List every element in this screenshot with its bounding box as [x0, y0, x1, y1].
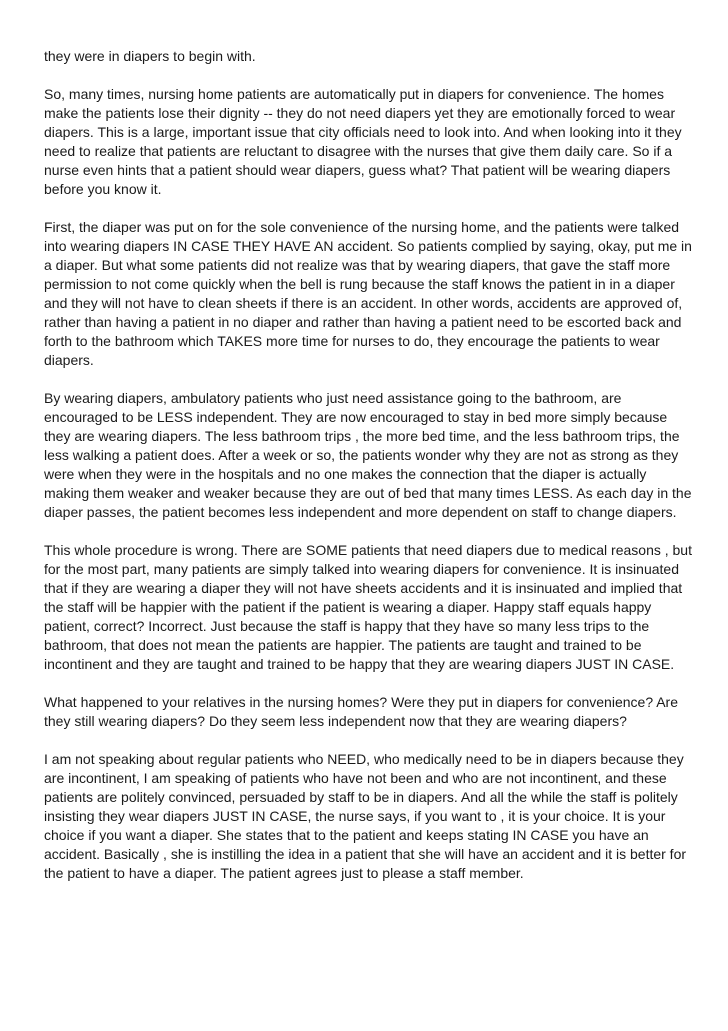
paragraph-6: What happened to your relatives in the nursing homes? Were they put in diapers for convenience? Are they still wearing diapers? Do they seem less independent now that they are wearing diapers?	[44, 694, 679, 729]
paragraph-3: First, the diaper was put on for the sole convenience of the nursing home, and the patients were talked into wearing diapers IN CASE THEY HAVE AN accident. So patients complied by saying, okay, put me in a diaper. But what some patients did not realize was that by wearing diapers, that gave the staff more permission to not come quickly when the bell is rung because the staff knows the patient in in a diaper and they will not have to clean sheets if there is an accident. In other words, accidents are approved of, rather than having a patient in no diaper and rather than having a patient need to be escorted back and forth to the bathroom which TAKES more time for nurses to do, they encourage the patients to wear diapers.	[44, 219, 692, 368]
paragraph-4: By wearing diapers, ambulatory patients who just need assistance going to the bathroom, are encouraged to be LESS independent. They are now encouraged to stay in bed more simply because they are wearing diapers. The less bathroom trips , the more bed time, and the less bathroom trips, the less walking a patient does. After a week or so, the patients wonder why they are not as strong as they were when they were in the hospitals and no one makes the connection that the diaper is actually making them weaker and weaker because they are out of bed that many times LESS. As each day in the diaper passes, the patient becomes less independent and more dependent on staff to change diapers.	[44, 390, 692, 520]
document-page	[44, 47, 694, 883]
paragraph-7: I am not speaking about regular patients who NEED, who medically need to be in diapers because they are incontinent, I am speaking of patients who have not been and who are not incontinent, and these patients are politely convinced, persuaded by staff to be in diapers. And all the while the staff is politely insisting they wear diapers JUST IN CASE, the nurse says, if you want to , it is your choice. It is your choice if you want a diaper. She states that to the patient and keeps stating IN CASE you have an accident. Basically , she is instilling the idea in a patient that she will have an accident and it is better for the patient to have a diaper. The patient agrees just to please a staff member.	[44, 751, 687, 881]
paragraph-1: they were in diapers to begin with.	[44, 48, 256, 64]
paragraph-2: So, many times, nursing home patients are automatically put in diapers for convenience. The homes make the patients lose their dignity -- they do not need diapers yet they are emotionally forced to wear diapers. This is a large, important issue that city officials need to look into. And when looking into it they need to realize that patients are reluctant to disagree with the nurses that give them daily care. So if a nurse even hints that a patient should wear diapers, guess what? That patient will be wearing diapers before you know it.	[44, 86, 682, 197]
paragraph-5: This whole procedure is wrong. There are SOME patients that need diapers due to medical reasons , but for the most part, many patients are simply talked into wearing diapers for convenience. It is insinuated that if they are wearing a diaper they will not have sheets accidents and it is insinuated and implied that the staff will be happier with the patient if the patient is wearing a diaper. Happy staff equals happy patient, correct? Incorrect. Just because the staff is happy that they have so many less trips to the bathroom, that does not mean the patients are happier. The patients are taught and trained to be incontinent and they are taught and trained to be happy that they are wearing diapers JUST IN CASE.	[44, 542, 692, 672]
